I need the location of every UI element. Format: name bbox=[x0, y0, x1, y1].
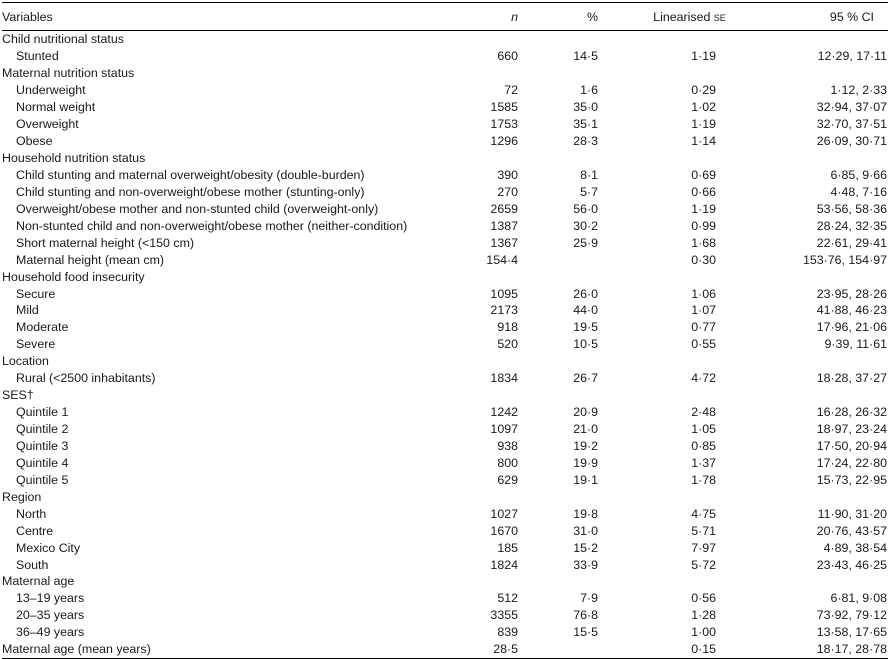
cell-linearised-se: 5·71 bbox=[691, 523, 716, 538]
table-group-row bbox=[2, 353, 888, 370]
cell-ci: 17·96, 21·06 bbox=[816, 320, 887, 335]
cell-n: 390 bbox=[497, 167, 518, 182]
row-label: Normal weight bbox=[16, 100, 96, 115]
cell-n: 270 bbox=[497, 184, 518, 199]
cell-linearised-se: 0·77 bbox=[691, 320, 716, 335]
cell-ci: 53·56, 58·36 bbox=[816, 201, 887, 216]
cell-percent: 19·9 bbox=[573, 455, 598, 470]
cell-percent bbox=[518, 251, 612, 268]
cell-ci: 6·81, 9·08 bbox=[830, 591, 887, 606]
table-row bbox=[2, 471, 888, 488]
cell-ci: 17·50, 20·94 bbox=[816, 438, 887, 453]
cell-linearised-se: 4·72 bbox=[691, 371, 716, 386]
cell-percent: 30·2 bbox=[573, 218, 598, 233]
row-label: 20–35 years bbox=[16, 608, 85, 623]
cell-n: 1834 bbox=[490, 371, 518, 386]
table-row bbox=[2, 167, 888, 184]
descriptive-statistics-table bbox=[2, 2, 888, 659]
row-label: South bbox=[16, 557, 49, 572]
table-row bbox=[2, 370, 888, 387]
cell-ci: 22·61, 29·41 bbox=[816, 235, 887, 250]
cell-ci: 16·28, 26·32 bbox=[816, 405, 887, 420]
group-label: Household food insecurity bbox=[2, 269, 145, 284]
cell-ci: 23·43, 46·25 bbox=[816, 557, 887, 572]
row-label: Underweight bbox=[16, 83, 86, 98]
table-header bbox=[2, 3, 888, 31]
table-row bbox=[2, 200, 888, 217]
cell-ci: 1·12, 2·33 bbox=[830, 83, 887, 98]
cell-linearised-se: 0·29 bbox=[691, 83, 716, 98]
header-percent: % bbox=[586, 9, 598, 24]
cell-percent: 19·8 bbox=[573, 506, 598, 521]
row-label: Non-stunted child and non-overweight/obese mother (neither-condition) bbox=[16, 218, 408, 233]
cell-ci: 32·94, 37·07 bbox=[816, 100, 887, 115]
row-label: Mexico City bbox=[16, 540, 81, 555]
cell-ci: 73·92, 79·12 bbox=[816, 608, 887, 623]
cell-linearised-se: 7·97 bbox=[691, 540, 716, 555]
cell-percent: 15·2 bbox=[573, 540, 598, 555]
cell-linearised-se: 1·78 bbox=[691, 472, 716, 487]
cell-n: 3355 bbox=[490, 608, 518, 623]
cell-ci: 12·29, 17·11 bbox=[817, 49, 887, 64]
table-body bbox=[2, 31, 888, 659]
table-group-row bbox=[2, 268, 888, 285]
group-label: Region bbox=[2, 489, 42, 504]
cell-percent: 15·5 bbox=[573, 625, 598, 640]
cell-percent: 20·9 bbox=[573, 405, 598, 420]
table-row bbox=[2, 590, 888, 607]
cell-linearised-se: 1·19 bbox=[691, 49, 716, 64]
row-label: 13–19 years bbox=[16, 591, 85, 606]
cell-n: 1387 bbox=[490, 218, 518, 233]
cell-ci: 9·39, 11·61 bbox=[824, 337, 887, 352]
cell-linearised-se: 1·02 bbox=[691, 100, 716, 115]
cell-linearised-se: 1·19 bbox=[691, 201, 716, 216]
cell-ci: 17·24, 22·80 bbox=[816, 455, 887, 470]
header-se-prefix: Linearised bbox=[653, 9, 714, 24]
row-label: Short maternal height (<150 cm) bbox=[16, 235, 195, 250]
cell-linearised-se: 0·55 bbox=[691, 337, 716, 352]
table-row bbox=[2, 319, 888, 336]
cell-percent: 33·9 bbox=[573, 557, 598, 572]
table-row bbox=[2, 285, 888, 302]
table-group-row bbox=[2, 387, 888, 404]
cell-linearised-se: 0·99 bbox=[691, 218, 716, 233]
cell-n: 1027 bbox=[490, 506, 518, 521]
cell-linearised-se: 1·37 bbox=[691, 455, 716, 470]
row-label: Obese bbox=[16, 134, 53, 149]
cell-n: 938 bbox=[497, 438, 518, 453]
cell-ci: 4·48, 7·16 bbox=[830, 184, 887, 199]
cell-percent: 19·2 bbox=[573, 438, 598, 453]
row-label: Mild bbox=[16, 303, 39, 318]
header-n: n bbox=[511, 9, 518, 24]
table-row bbox=[2, 539, 888, 556]
cell-ci: 18·28, 37·27 bbox=[816, 371, 887, 386]
row-label: Quintile 2 bbox=[16, 422, 69, 437]
cell-linearised-se: 5·72 bbox=[691, 557, 716, 572]
cell-linearised-se: 0·30 bbox=[691, 252, 716, 267]
cell-linearised-se: 2·48 bbox=[691, 405, 716, 420]
cell-linearised-se: 1·06 bbox=[691, 286, 716, 301]
row-label: Quintile 3 bbox=[16, 438, 69, 453]
table-row bbox=[2, 48, 888, 65]
table-row bbox=[2, 302, 888, 319]
table-row bbox=[2, 82, 888, 99]
table-row bbox=[2, 522, 888, 539]
cell-percent: 28·3 bbox=[573, 134, 598, 149]
table-row bbox=[2, 133, 888, 150]
cell-n: 660 bbox=[497, 49, 518, 64]
header-variables: Variables bbox=[2, 9, 53, 24]
table-row bbox=[2, 404, 888, 421]
cell-linearised-se: 1·19 bbox=[691, 117, 716, 132]
cell-percent: 25·9 bbox=[573, 235, 598, 250]
cell-n: 1824 bbox=[490, 557, 518, 572]
table-row bbox=[2, 607, 888, 624]
cell-ci: 32·70, 37·51 bbox=[816, 117, 887, 132]
cell-n: 2659 bbox=[490, 201, 518, 216]
cell-percent: 8·1 bbox=[580, 167, 598, 182]
cell-percent: 26·7 bbox=[573, 371, 598, 386]
cell-percent: 19·5 bbox=[573, 320, 598, 335]
cell-n: 1242 bbox=[490, 405, 518, 420]
cell-n: 520 bbox=[497, 337, 518, 352]
group-label: Child nutritional status bbox=[2, 32, 124, 47]
row-label: 36–49 years bbox=[16, 625, 85, 640]
table-row bbox=[2, 556, 888, 573]
cell-percent: 5·7 bbox=[580, 184, 598, 199]
cell-n: 1670 bbox=[490, 523, 518, 538]
cell-percent: 10·5 bbox=[573, 337, 598, 352]
table-group-row bbox=[2, 65, 888, 82]
table-row bbox=[2, 217, 888, 234]
row-label: Quintile 1 bbox=[16, 405, 69, 420]
cell-n: 918 bbox=[497, 320, 518, 335]
row-label: Severe bbox=[16, 337, 56, 352]
cell-percent: 31·0 bbox=[573, 523, 598, 538]
cell-ci: 15·73, 22·95 bbox=[816, 472, 887, 487]
table-group-row bbox=[2, 573, 888, 590]
row-label: Quintile 5 bbox=[16, 472, 69, 487]
table-row bbox=[2, 641, 888, 658]
cell-percent: 56·0 bbox=[573, 201, 598, 216]
cell-ci: 13·58, 17·65 bbox=[816, 625, 887, 640]
cell-ci: 18·17, 28·78 bbox=[816, 642, 887, 657]
row-label: North bbox=[16, 506, 47, 521]
cell-linearised-se: 0·69 bbox=[691, 167, 716, 182]
table-row bbox=[2, 116, 888, 133]
cell-n: 629 bbox=[497, 472, 518, 487]
row-label: Maternal age (mean years) bbox=[2, 642, 151, 657]
cell-n: 1095 bbox=[490, 286, 518, 301]
cell-linearised-se: 1·07 bbox=[691, 303, 716, 318]
cell-linearised-se: 1·68 bbox=[691, 235, 716, 250]
cell-percent: 14·5 bbox=[573, 49, 598, 64]
table-row bbox=[2, 336, 888, 353]
cell-n: 1296 bbox=[490, 134, 518, 149]
table-group-row bbox=[2, 150, 888, 167]
cell-linearised-se: 1·14 bbox=[691, 134, 716, 149]
table-row bbox=[2, 438, 888, 455]
table-row bbox=[2, 454, 888, 471]
cell-n: 800 bbox=[497, 455, 518, 470]
row-label: Centre bbox=[16, 523, 54, 538]
group-label: SES† bbox=[2, 388, 34, 403]
cell-ci: 153·76, 154·97 bbox=[802, 252, 887, 267]
cell-percent: 26·0 bbox=[573, 286, 598, 301]
cell-n: 1753 bbox=[490, 117, 518, 132]
cell-n: 72 bbox=[504, 83, 518, 98]
cell-percent: 7·9 bbox=[580, 591, 598, 606]
cell-percent: 21·0 bbox=[573, 422, 598, 437]
cell-ci: 23·95, 28·26 bbox=[816, 286, 887, 301]
row-label: Maternal height (mean cm) bbox=[16, 252, 165, 267]
table-row bbox=[2, 624, 888, 641]
cell-linearised-se: 1·28 bbox=[691, 608, 716, 623]
cell-n: 1367 bbox=[490, 235, 518, 250]
group-label: Maternal nutrition status bbox=[2, 66, 135, 81]
cell-n: 2173 bbox=[490, 303, 518, 318]
row-label: Overweight bbox=[16, 117, 79, 132]
cell-ci: 26·09, 30·71 bbox=[816, 134, 887, 149]
cell-linearised-se: 0·15 bbox=[691, 642, 716, 657]
cell-n: 185 bbox=[497, 540, 518, 555]
cell-ci: 41·88, 46·23 bbox=[816, 303, 887, 318]
cell-ci: 20·76, 43·57 bbox=[816, 523, 887, 538]
row-label: Rural (<2500 inhabitants) bbox=[16, 371, 156, 386]
cell-linearised-se: 1·05 bbox=[691, 422, 716, 437]
row-label: Child stunting and maternal overweight/obesity (double-burden) bbox=[16, 167, 365, 182]
header-se-suffix: se bbox=[713, 9, 726, 24]
cell-ci: 28·24, 32·35 bbox=[816, 218, 887, 233]
cell-ci: 4·89, 38·54 bbox=[823, 540, 887, 555]
cell-ci: 18·97, 23·24 bbox=[816, 422, 887, 437]
cell-ci: 6·85, 9·66 bbox=[830, 167, 887, 182]
cell-linearised-se: 4·75 bbox=[691, 506, 716, 521]
cell-n: 839 bbox=[497, 625, 518, 640]
group-label: Maternal age bbox=[2, 574, 75, 589]
table-row bbox=[2, 183, 888, 200]
cell-n: 1585 bbox=[490, 100, 518, 115]
table-row bbox=[2, 251, 888, 268]
header-ci: 95 % CI bbox=[829, 9, 874, 24]
cell-percent: 35·1 bbox=[573, 117, 598, 132]
cell-linearised-se: 1·00 bbox=[691, 625, 716, 640]
cell-linearised-se: 0·66 bbox=[691, 184, 716, 199]
cell-linearised-se: 0·85 bbox=[691, 438, 716, 453]
cell-n: 1097 bbox=[490, 422, 518, 437]
cell-percent: 76·8 bbox=[573, 608, 598, 623]
cell-percent: 44·0 bbox=[573, 303, 598, 318]
table-row bbox=[2, 421, 888, 438]
table-group-row bbox=[2, 31, 888, 48]
row-label: Child stunting and non-overweight/obese mother (stunting-only) bbox=[16, 184, 365, 199]
cell-ci: 11·90, 31·20 bbox=[817, 506, 887, 521]
group-label: Location bbox=[2, 354, 49, 369]
group-label: Household nutrition status bbox=[2, 151, 146, 166]
cell-linearised-se: 0·56 bbox=[691, 591, 716, 606]
row-label: Secure bbox=[16, 286, 56, 301]
cell-percent: 19·1 bbox=[573, 472, 598, 487]
cell-percent: 1·6 bbox=[580, 83, 598, 98]
header-row bbox=[2, 3, 888, 31]
row-label: Quintile 4 bbox=[16, 455, 69, 470]
header-linearised-se bbox=[612, 3, 743, 31]
table-group-row bbox=[2, 488, 888, 505]
table-row bbox=[2, 99, 888, 116]
row-label: Overweight/obese mother and non-stunted child (overweight-only) bbox=[16, 201, 379, 216]
cell-percent: 35·0 bbox=[573, 100, 598, 115]
table-row bbox=[2, 234, 888, 251]
cell-n: 154·4 bbox=[486, 252, 518, 267]
table-row bbox=[2, 505, 888, 522]
cell-n: 512 bbox=[497, 591, 518, 606]
cell-n: 28·5 bbox=[493, 642, 518, 657]
row-label: Moderate bbox=[16, 320, 69, 335]
cell-percent bbox=[518, 641, 612, 658]
row-label: Stunted bbox=[16, 49, 59, 64]
